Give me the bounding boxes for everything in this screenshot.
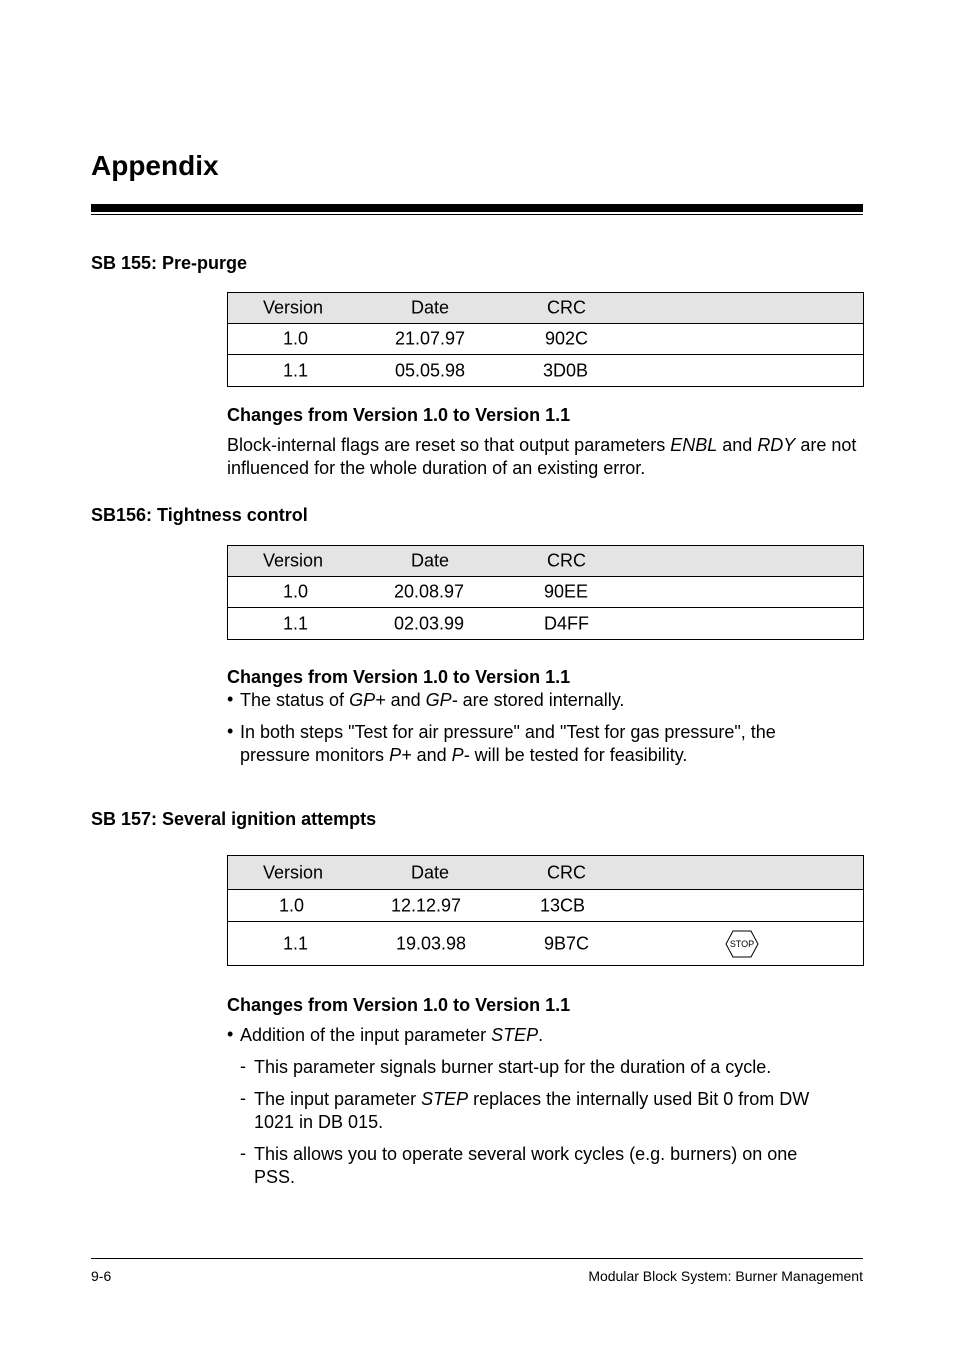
dash-item: This parameter signals burner start-up for the duration of a cycle. [254, 1057, 772, 1077]
column-header-crc: CRC [547, 297, 586, 318]
section-heading-sb156: SB156: Tightness control [91, 505, 308, 525]
column-header-date: Date [411, 297, 450, 318]
stop-sign-icon [725, 930, 759, 958]
table-row [228, 890, 864, 922]
column-header-date: Date [411, 862, 450, 882]
table-row [228, 355, 864, 387]
table-row [228, 324, 864, 355]
stop-sign-label: STOP [729, 938, 755, 949]
version-cell: 1.1 [283, 360, 309, 380]
dash-marker: - [240, 1056, 246, 1076]
section-heading-sb157: SB 157: Several ignition attempts [91, 809, 377, 829]
bullet-marker: • [227, 721, 234, 741]
column-header-version: Version [263, 862, 324, 882]
crc-cell: 3D0B [543, 360, 589, 380]
column-header-crc: CRC [547, 550, 586, 571]
table-header-row [228, 293, 864, 324]
table-header-row [228, 546, 864, 577]
table-header-row [228, 856, 864, 890]
version-table-sb155 [227, 292, 864, 387]
param-name: GP+ [349, 690, 386, 710]
version-cell: 1.1 [283, 613, 309, 633]
footer-rule [91, 1258, 863, 1259]
changes-heading: Changes from Version 1.0 to Version 1.1 [227, 995, 571, 1015]
date-cell: 19.03.98 [396, 933, 467, 953]
column-header-version: Version [263, 550, 324, 571]
param-name: GP- [425, 690, 458, 710]
dash-marker: - [240, 1088, 246, 1108]
page-number: 9-6 [91, 1268, 112, 1284]
bullet-marker: • [227, 1024, 234, 1044]
version-table-sb157 [227, 855, 864, 966]
column-header-version: Version [263, 297, 324, 318]
column-header-date: Date [411, 550, 450, 571]
bullet-item: In both steps "Test for air pressure" and "Test for gas pressure", the pressure monitors P+ and P- will be tested for feasibility. [240, 722, 776, 765]
bullet-item: Addition of the input parameter STEP. [240, 1025, 544, 1045]
column-header-crc: CRC [547, 862, 586, 882]
crc-cell: 13CB [540, 895, 586, 915]
changes-paragraph: Block-internal flags are reset so that output parameters ENBL and RDY are not influenced for the whole duration of an existing error. [227, 435, 857, 478]
version-table-sb156 [227, 545, 864, 640]
bullet-marker: • [227, 689, 234, 709]
changes-heading: Changes from Version 1.0 to Version 1.1 [227, 667, 571, 687]
section-heading-sb155: SB 155: Pre-purge [91, 253, 248, 273]
bullet-item: The status of GP+ and GP- are stored internally. [240, 690, 625, 710]
title-rule-thin [91, 214, 863, 215]
crc-cell: 90EE [544, 581, 589, 602]
date-cell: 21.07.97 [395, 328, 466, 349]
date-cell: 20.08.97 [394, 581, 465, 602]
title-rule-thick [91, 204, 863, 212]
dash-item: This allows you to operate several work cycles (e.g. burners) on one PSS. [254, 1144, 798, 1187]
param-name: P+ [389, 745, 412, 765]
crc-cell: D4FF [544, 613, 589, 633]
version-cell: 1.0 [283, 581, 309, 602]
param-name: RDY [757, 435, 796, 455]
table-row [228, 922, 864, 966]
date-cell: 12.12.97 [391, 895, 462, 915]
version-cell: 1.0 [279, 895, 305, 915]
dash-marker: - [240, 1143, 246, 1163]
dash-item: The input parameter STEP replaces the internally used Bit 0 from DW 1021 in DB 015. [254, 1089, 810, 1132]
date-cell: 05.05.98 [395, 360, 466, 380]
crc-cell: 9B7C [544, 933, 590, 953]
param-name: STEP [491, 1025, 539, 1045]
changes-heading: Changes from Version 1.0 to Version 1.1 [227, 405, 571, 425]
date-cell: 02.03.99 [394, 613, 465, 633]
table-row [228, 608, 864, 640]
crc-cell: 902C [545, 328, 589, 349]
footer-doc-title: Modular Block System: Burner Management [588, 1268, 863, 1284]
page-title: Appendix [91, 150, 219, 181]
param-name: P- [451, 745, 470, 765]
table-row [228, 577, 864, 608]
param-name: ENBL [670, 435, 718, 455]
version-cell: 1.0 [283, 328, 309, 349]
param-name: STEP [421, 1089, 469, 1109]
version-cell: 1.1 [283, 933, 309, 953]
